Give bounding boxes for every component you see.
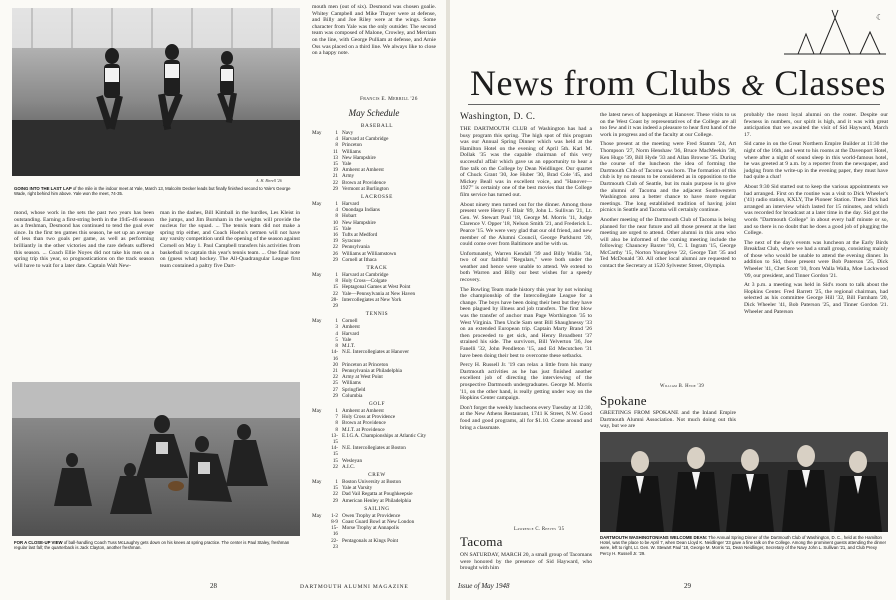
- football-practice-photo: [12, 382, 300, 536]
- schedule-event: Army: [342, 173, 355, 180]
- paragraph: Another meeting of the Dartmouth Club of Tacoma is being planned for the near future and all those present at the last meeting are urged to attend. Other alumni in this area who will also be informed of the coming meeting include the following: Chauncey Baxter '10, C. I. Ingram '15, George McCarthy '15, Norton Youngleve '22, George Tart '35 and Ted McDonald '30. All other local alumni are requested to contact the Secretary at 1520 Sylvester Street, Olympia.: [600, 216, 736, 270]
- tacoma-continued-column: [600, 112, 736, 273]
- schedule-event: Holy Cross at Providence: [342, 414, 396, 421]
- page-number: 28: [210, 582, 217, 590]
- right-page: [450, 0, 896, 600]
- schedule-event: New Hampshire: [342, 154, 376, 161]
- schedule-section-rows: [312, 513, 442, 550]
- schedule-date: 8: [335, 278, 338, 285]
- paragraph: The Bowling Team made history this year by not winning the championship of the Intercollegiate League for a change. The boys have been doing their best but they have been plagued by illness and job transfers. The first blow was the transfer of anchor man Page Worthington '35 to West Virginia. Then Uncle Sam sent Bill Shaughnessy '33 on an extended European trip. Captain Marty Brand '26 then proceeded to get sick, and Henry Broadbent '37 strained his side. The survivors, Bill Yelverton '36, Joe Fanelli '32, John Pendleton '15, and Ed Mecutchen '31 have been doing their best to overcome these setbacks.: [460, 286, 592, 359]
- schedule-date: 1: [335, 407, 338, 414]
- sports-column-left: [14, 210, 154, 272]
- football-practice-image: [12, 382, 300, 536]
- schedule-row: [312, 498, 442, 504]
- schedule-section-heading: CREW: [368, 471, 386, 478]
- schedule-event: Yale: [342, 161, 352, 168]
- schedule-date: 27: [332, 386, 338, 393]
- schedule-date: 15: [332, 485, 338, 492]
- schedule-event: Pennsylvania at Philadelphia: [342, 367, 402, 374]
- section-tacoma: Tacoma: [460, 534, 503, 549]
- schedule-event: E.I.G.A. Championships at Atlantic City: [342, 432, 427, 439]
- svg-text:☾: ☾: [876, 13, 884, 22]
- schedule-date: 8: [335, 426, 338, 433]
- caption-text: The Annual Spring Dinner of the Dartmouth Club of Washington, D. C., held at the Hamilton Hotel, was the place to be April 7, when Dean Lloyd K. Neidlinger '23 gave a fine talk on the College. Among the prominent guests attending the dinner were, left to right, Lt. Gen. W. Stewart Paul '18, George M. Morris '11, Dean Neidlinger, Secretary of the Navy John L. Sullivan '21, and Club Prexy Percy H. Russell Jr. '29.: [600, 535, 887, 556]
- schedule-date: 22: [332, 463, 338, 470]
- schedule-date: 4: [335, 207, 338, 214]
- schedule-section-heading: TRACK: [366, 265, 388, 272]
- schedule-date: 22: [332, 374, 338, 381]
- author-signature: Francis E. Merrill '26: [360, 96, 418, 102]
- left-page: [0, 0, 446, 600]
- paragraph: the latest news of happenings at Hanover. These visits to us on the West Coast by representatives of the College are all too few and it was indeed a pleasure to hear first hand of the work in progress and of the faculty at our College.: [600, 112, 736, 138]
- schedule-event: Navy: [342, 130, 354, 136]
- schedule-month: [312, 433, 327, 445]
- schedule-date: 22: [332, 290, 338, 297]
- schedule-row: [312, 525, 442, 537]
- schedule-month: [312, 525, 327, 537]
- schedule-date: 16: [332, 232, 338, 239]
- caption-text: of ball-handling Coach Tuss McLaughry gets down on his knees at spring practice. The center is Paul Staley, freshman regular last fall; the quarterback is Jack Clayton, another freshman.: [14, 540, 290, 551]
- schedule-event: Morse Trophy at Annapolis: [342, 525, 399, 532]
- schedule-date: 15: [332, 457, 338, 464]
- schedule-date: 8-9: [331, 518, 338, 525]
- schedule-event: Wesleyan: [342, 457, 363, 464]
- paragraph: The next of the day's events was luncheon at the Early Birds Breakfast Club, where we had a small group, consisting mainly of those who would be unable to attend the evening dinner. In addition to Sid, those present were Bob Paterson '25, Dick Wheeler '41, Chet Scott '10, from Walla Walla, Moe Lockwood '09, our president, and Tinner Gordon '21.: [744, 239, 888, 279]
- paragraph: At 3 p.m. a meeting was held in Sid's room to talk about the Hopkins Center. Fred Barrett '25, the regional chairman, had selected as his committee George Hill '32, Bill Farnham '20, Dick Wheeler '41, Bob Paterson '25, and Tinner Gordon '21. Wheeler and Paterson: [744, 282, 888, 315]
- sports-column-middle: [160, 210, 300, 272]
- schedule-date: 22: [332, 491, 338, 498]
- schedule-month: [312, 257, 327, 263]
- football-photo-caption: [14, 540, 300, 550]
- schedule-event: Onondaga Indians: [342, 207, 380, 214]
- schedule-title: May Schedule: [348, 108, 400, 118]
- schedule-event: Army at West Point: [342, 374, 383, 381]
- author-signature: William B. Hyde '39: [660, 384, 705, 389]
- schedule-row: [312, 257, 442, 263]
- paragraph: Those present at the meeting were Fred Stamm '24, Art Thompson '27, Norm Henshaw '36, Bruce MacMeekin '38, Ken Hugo '39, Bill Hyde '33 and Allan Browne '35. During the course of the luncheon the idea of forming the Dartmouth Club of Tacoma was born. The formation of this club is by no means to be considered as in opposition to the Dartmouth Club of Seattle, but its main purpose is to give the alumni of Tacoma and the adjacent Southwestern Washington area a better chance to have more regular meetings. The long established tradition of having joint picnics in Seattle and Tacoma will certainly continue.: [600, 141, 736, 214]
- schedule-event: Cornell: [342, 318, 358, 325]
- schedule-date: 4: [335, 136, 338, 143]
- schedule-row: [312, 297, 442, 309]
- schedule-month: [312, 186, 327, 192]
- schedule-month: May: [312, 478, 322, 485]
- schedule-event: Heptagonal Games at West Point: [342, 284, 411, 291]
- schedule-date: 21: [332, 173, 338, 180]
- spokane-continued-column: [744, 112, 888, 318]
- section-spokane-title: Spokane: [600, 393, 647, 408]
- magazine-title: DARTMOUTH ALUMNI MAGAZINE: [300, 584, 409, 590]
- schedule-row: [312, 186, 442, 192]
- schedule-event: Princeton at Princeton: [342, 361, 389, 368]
- schedule-section-heading: GOLF: [368, 400, 386, 407]
- schedule-event: Syracuse: [342, 238, 361, 245]
- schedule-event: Vermont at Burlington: [342, 185, 389, 192]
- schedule-month: May: [312, 318, 322, 325]
- schedule-date: 29: [332, 256, 338, 263]
- schedule-event: N.E. Intercollegiates at Boston: [342, 445, 406, 452]
- schedule-date: 8: [335, 420, 338, 427]
- schedule-event: M.I.T. at Providence: [342, 426, 385, 433]
- schedule-date: 15-16: [331, 525, 338, 538]
- schedule-date: 15: [332, 225, 338, 232]
- track-photo-caption: [14, 186, 300, 196]
- schedule-row: [312, 464, 442, 470]
- schedule-date: 7: [335, 414, 338, 421]
- schedule-section-heading: LACROSSE: [361, 194, 393, 201]
- schedule-date: 19: [332, 238, 338, 245]
- schedule-section-rows: [312, 201, 442, 263]
- news-headline: [470, 62, 886, 104]
- schedule-event: Springfield: [342, 386, 366, 393]
- sports-column-top-right: [312, 4, 436, 60]
- schedule-section-rows: [312, 272, 442, 309]
- schedule-date: 14-16: [331, 349, 338, 362]
- paragraph: Percy H. Russell Jr. '19 can relax a little from his many Dartmouth activities as he has just finished another excellent job of directing the interviewing of the prospective Dartmouth undergraduates. George M. Morris '11, on the other hand, is really getting under way on the Hopkins Center campaign.: [460, 362, 592, 402]
- schedule-section-heading: TENNIS: [365, 311, 389, 318]
- schedule-date: 3: [335, 324, 338, 331]
- paragraph: Don't forget the weekly luncheons every Tuesday at 12:30, at the New Athens Restaurant, 1741 K Street, N.W. Good food and good programs, all for $1.10. Come around and bring a classmate.: [460, 404, 592, 431]
- spokane-column: [600, 410, 736, 433]
- paragraph: Unfortunately, Warren Kendall '39 and Billy Wallis '34, two of our faithful "Regulars," were both under the weather and hence were unable to attend. We extend to both Warren and Billy our best wishes for a speedy recovery.: [460, 250, 592, 284]
- paragraph: Sid came in on the Great Northern Empire Builder at 11:30 the night of the 16th, and went to his rooms at the Davenport Hotel, where after a night of sound sleep in this world-famous hotel, he was greeted at 9 a.m. by a reporter from the newspaper, and judging from the write-up in the evening paper, they must have had quite a chat!: [744, 141, 888, 181]
- schedule-month: [312, 393, 327, 399]
- schedule-date: 11: [333, 148, 338, 155]
- schedule-month: May: [312, 201, 322, 208]
- schedule-month: [312, 498, 327, 504]
- campfire-scene-icon: [780, 4, 890, 60]
- paragraph: mouth men (out of six). Desmond was chosen goalie. Whitey Campbell and Mike Thayer were at defense, and Billy and Joe Riley were at the wings. Some character from Yale was the only outsider. The second team was composed of Malone, Crowley, and Merriam on the line, with George Pulliam at defense, and Arnie Oss was placed on a third line. We always like to close on a happy note.: [312, 4, 436, 57]
- schedule-date: 21: [332, 367, 338, 374]
- schedule-section-rows: [312, 130, 442, 192]
- schedule-date: 28-29: [331, 296, 338, 310]
- schedule-month: May: [312, 407, 322, 414]
- schedule-row: [312, 393, 442, 399]
- schedule-date: 29: [332, 185, 338, 192]
- schedule-event: Brown at Providence: [342, 179, 386, 186]
- schedule-event: Yale: [342, 225, 352, 232]
- schedule-event: Williams: [342, 148, 361, 155]
- schedule-event: Yale: [342, 336, 352, 343]
- schedule-month: May: [312, 512, 322, 519]
- schedule-date: 13-15: [331, 432, 338, 445]
- schedule-event: A.I.C.: [342, 463, 355, 470]
- schedule-section-heading: BASEBALL: [360, 123, 394, 129]
- caption-lead: GOING INTO THE LAST LAP: [14, 186, 72, 191]
- schedule-month: [312, 297, 327, 309]
- schedule-date: 26: [332, 250, 338, 257]
- track-meet-image: [12, 8, 300, 176]
- schedule-section-rows: [312, 408, 442, 470]
- paragraph: mond, whose work in the sets the past two years has been outstanding. Earning a first-string berth in the 1945-46 season as a freshman, Desmond has continued to tend the goal ever since. In the first ten games this season, he set up an average of less than two goals per game, as well as performing brilliantly in the other victories and the rare defeats suffered this season. ... Coach Ellie Noyes did not take his men on a spring trip this year, so prognostications on the track season will have to wait for a later date. Captain Walt New-: [14, 210, 154, 269]
- schedule-date: 15: [332, 161, 338, 168]
- track-meet-photo: [12, 8, 300, 176]
- schedule-date: 19: [332, 167, 338, 174]
- schedule-date: 8: [335, 213, 338, 220]
- caption-lead: DARTMOUTH WASHINGTONIANS WELCOME DEAN:: [600, 535, 708, 540]
- paragraph: About ninety men turned out for the dinner. Among those present were Henry F. Blair '89, John L. Sullivan '21, Lt. Gen. W. Stewart Paul '18, George M. Morris '11, Judge Clarence V. Opper '18, Nelson Smith '21, and Frederick L. Pearce '15. We were very glad that our old friend, and new member of the Alumni Council, George Parkhurst '20, could come over from Baltimore and be with us.: [460, 201, 592, 248]
- schedule-event: Brown at Providence: [342, 420, 386, 427]
- schedule-row: [312, 445, 442, 457]
- issue-date: Issue of May 1948: [458, 582, 510, 590]
- schedule-date: 25: [332, 380, 338, 387]
- schedule-event: Amherst at Amherst: [342, 407, 384, 414]
- schedule-section-rows: [312, 479, 442, 504]
- dinner-photo-caption: [600, 535, 888, 556]
- schedule-event: M.I.T.: [342, 343, 356, 350]
- schedule-event: Holy Cross—Colgate: [342, 278, 387, 285]
- washington-dinner-photo: [600, 432, 888, 532]
- schedule-event: American Henley at Philadelphia: [342, 497, 411, 504]
- paragraph: man in the dashes, Bill Kimball in the hurdles, Les Kleist in the jumps, and Jim Burnham in the weights will provide the nucleus for the squad. ... The tennis team did not make a spring trip either, and Coach Hoehn's netmen will not have any varsity competition until the opening of the season against Cornell on May 1. Paul Campbell transfers his activities from basketball to captain this year's tennis team. ... One final note on (guess what) hockey. The All-Quadrangular League first team contained a paltry five Dart-: [160, 210, 300, 269]
- schedule-date: 1-2: [331, 512, 338, 519]
- schedule-event: Williams: [342, 380, 361, 387]
- schedule-date: 1: [335, 201, 338, 208]
- schedule-date: 22-23: [331, 537, 338, 550]
- schedule-event: New Hampshire: [342, 219, 376, 226]
- paragraph: probably the most loyal alumni on the roster. Despite our fewness in numbers, our spirit is high, and it was with great anticipation that we awaited the visit of Sid Hayward, March 17.: [744, 112, 888, 138]
- schedule-event: Boston University at Boston: [342, 478, 401, 485]
- paragraph: THE DARTMOUTH CLUB of Washington has had a busy program this spring. The high spot of this program was our Annual Spring Dinner which was held at the Hamilton Hotel on the evening of April 5th. Karl M. Dollak '35 was the capable chairman of this very successful affair which gave us an opportunity to hear a fine talk on the College by Dean Neidlinger. Our quartet of Chuck Grant '30, Joe Huber '30, Brad Cole '45, and Mickey Beall was in excellent voice, and "Hanover—1927" is certainly one of the best movies that the College film service has turned out.: [460, 126, 592, 198]
- schedule-event: Tufts at Medford: [342, 232, 378, 239]
- schedule-month: [312, 538, 327, 550]
- schedule-date: 1: [335, 130, 338, 136]
- schedule-event: Harvard at Cambridge: [342, 272, 389, 279]
- schedule-month: [312, 464, 327, 470]
- tacoma-column: [460, 552, 592, 575]
- schedule-section-rows: [312, 318, 442, 399]
- schedule-row: [312, 433, 442, 445]
- schedule-date: 22: [332, 244, 338, 251]
- schedule-date: 4: [335, 330, 338, 337]
- schedule-event: Pentagonals at Kings Point: [342, 537, 399, 544]
- paragraph: About 9:30 Sid started out to keep the various appointments we had arranged. First on the routine was a visit to Dick Wheeler's ('41) radio station, KXLY, The Pioneer Station. There Dick had arranged an interview which lasted for 15 minutes, and which was recorded for broadcast at a later time in the day. Sid got the words "Dartmouth College" in about every half minute or so, and so there is no doubt that he does a good job of plugging the College.: [744, 183, 888, 237]
- photo-credit: A. H. Birrell '26: [256, 178, 282, 183]
- schedule-event: N.E. Intercollegiates at Hanover: [342, 349, 409, 356]
- schedule-date: 1: [335, 318, 338, 325]
- schedule-date: 13: [332, 154, 338, 161]
- schedule-event: Princeton: [342, 142, 362, 149]
- dinner-group-image: [600, 432, 888, 532]
- schedule-row: [312, 349, 442, 361]
- headline-part-b: Classes: [764, 63, 886, 103]
- schedule-event: Harvard at Cambridge: [342, 136, 389, 143]
- schedule-event: Amherst at Amherst: [342, 167, 384, 174]
- schedule-event: Williams at Williamstown: [342, 250, 397, 257]
- schedule-month: [312, 445, 327, 457]
- schedule-date: 8: [335, 142, 338, 149]
- schedule-event: Hobart: [342, 213, 357, 220]
- schedule-date: 1: [335, 272, 338, 279]
- schedule-event: Yale—Pennsylvania at New Haven: [342, 290, 416, 297]
- schedule-event: Dad Vail Regatta at Poughkeepsie: [342, 491, 413, 498]
- section-washington: Washington, D. C.: [460, 112, 536, 122]
- schedule-row: [312, 538, 442, 550]
- headline-ampersand: &: [741, 69, 765, 102]
- schedule-date: 29: [332, 392, 338, 399]
- page-number: 29: [684, 582, 691, 590]
- paragraph: GREETINGS FROM SPOKANE and the Inland Empire Dartmouth Alumni Association. Not much doing out this way, but we are: [600, 410, 736, 430]
- schedule-event: Columbia: [342, 392, 363, 399]
- schedule-date: 22: [332, 179, 338, 186]
- schedule-date: 15: [332, 284, 338, 291]
- schedule-event: Amherst: [342, 324, 360, 331]
- schedule-month: May: [312, 130, 322, 136]
- schedule-section-heading: SAILING: [364, 505, 390, 512]
- schedule-date: 29: [332, 497, 338, 504]
- schedule-month: May: [312, 272, 322, 279]
- schedule-date: 14-15: [331, 445, 338, 458]
- schedule-date: 1: [335, 478, 338, 485]
- may-schedule: [312, 121, 442, 550]
- schedule-date: 20: [332, 361, 338, 368]
- schedule-event: Coast Guard Bowl at New London: [342, 518, 415, 525]
- paragraph: ON SATURDAY, MARCH 20, a small group of Tacomans were honored by the presence of Sid Hayward, who brought with him: [460, 552, 592, 572]
- author-signature: Lawrence C. Reeves '35: [514, 527, 565, 532]
- schedule-event: Owen Trophy at Providence: [342, 512, 401, 519]
- schedule-event: Pennsylvania: [342, 244, 370, 251]
- washington-column: [460, 126, 592, 434]
- schedule-date: 10: [332, 219, 338, 226]
- schedule-event: Yale at Varsity: [342, 485, 373, 492]
- headline-rule: [468, 104, 880, 105]
- schedule-event: Harvard: [342, 201, 359, 208]
- headline-part-a: News from Clubs: [470, 63, 741, 103]
- caption-lead: FOR A CLOSE-UP VIEW: [14, 540, 63, 545]
- schedule-event: Harvard: [342, 330, 359, 337]
- schedule-event: Cornell at Ithaca: [342, 256, 377, 263]
- schedule-event: Intercollegiates at New York: [342, 296, 402, 303]
- caption-text: of the mile in the indoor meet at Yale, March 13, Malcolm Decker leads but finally finished second to Yale's George Wade, right behind him above. Yale won the meet, 74-35.: [14, 186, 291, 197]
- schedule-date: 5: [335, 336, 338, 343]
- schedule-month: [312, 349, 327, 361]
- schedule-date: 8: [335, 343, 338, 350]
